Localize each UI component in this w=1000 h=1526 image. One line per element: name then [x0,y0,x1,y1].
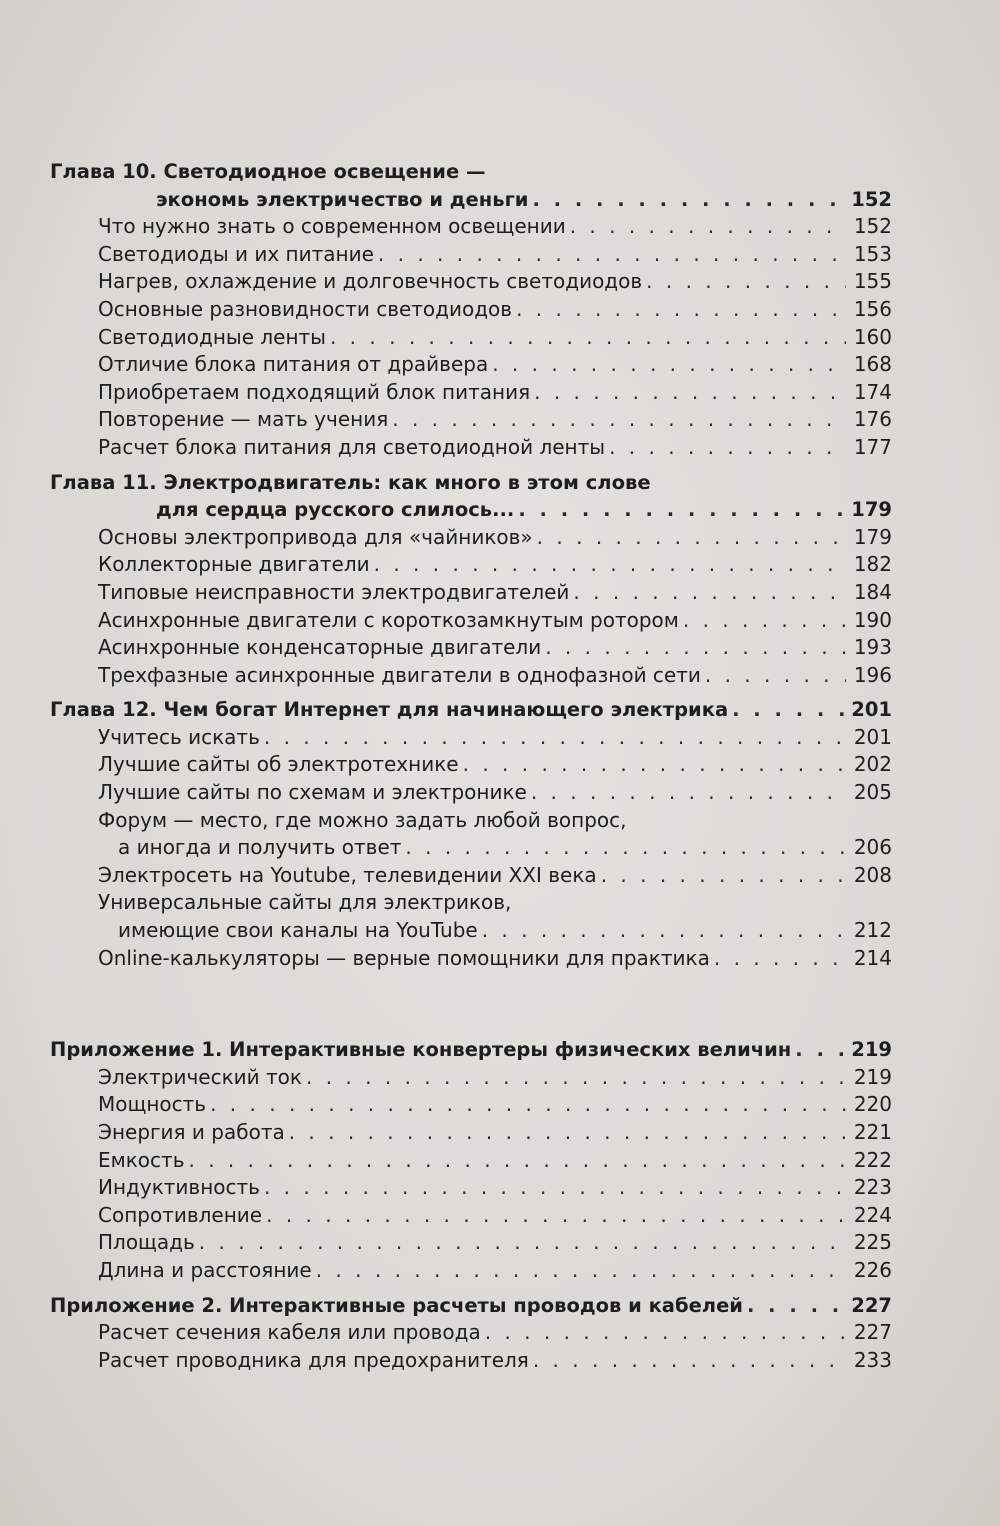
page-number: 225 [853,1230,892,1255]
dot-leader [570,213,846,241]
toc-entry [50,241,892,269]
dot-leader [518,496,845,524]
entry-title: Универсальные сайты для электриков, [98,890,512,915]
chapter-title-line2: экономь электричество и деньги [156,187,529,211]
toc-entry [50,406,892,434]
dot-leader [392,406,846,434]
dot-leader [747,1292,845,1320]
entry-title: Форум — место, где можно задать любой вопрос, [98,807,627,832]
entry-title: Индуктивность [98,1175,260,1200]
entry-title: Энергия и работа [98,1120,285,1144]
toc-entry [50,1347,892,1375]
chapter-heading [50,158,892,186]
entry-title: Трехфазные асинхронные двигатели в однофазной сети [98,662,701,687]
toc-entry [50,1174,892,1202]
toc-entry [50,862,892,890]
toc-entry [50,1319,892,1347]
toc-entry-line1 [50,807,892,835]
toc-entry [50,268,892,296]
toc-entry [50,551,892,579]
page-number: 219 [853,1064,892,1089]
appendix-title: Приложение 2. Интерактивные расчеты проводов и кабелей [50,1293,743,1317]
chapter-12 [50,696,892,972]
chapter-title-line2: для сердца русского слилось... [156,498,515,522]
entry-title: Электросеть на Youtube, телевидении XXI века [98,862,597,887]
entry-title: Лучшие сайты по схемам и электронике [98,780,527,805]
page-number: 152 [851,187,892,211]
page-number: 227 [853,1320,892,1345]
toc-entry [50,1229,892,1257]
page-number: 206 [853,835,892,860]
dot-leader [609,434,846,462]
dot-leader [714,945,846,973]
page-number: 168 [853,352,892,377]
dot-leader [378,241,846,269]
chapter-heading-line2 [50,186,892,214]
page-number: 214 [853,945,892,970]
dot-leader [264,724,846,752]
toc-entry [50,751,892,779]
dot-leader [601,862,846,890]
page-number: 153 [853,241,892,266]
toc-entry [50,1119,892,1147]
page-number: 179 [853,524,892,549]
appendix-heading [50,1292,892,1320]
dot-leader [463,751,846,779]
dot-leader [199,1229,846,1257]
page-number: 205 [853,780,892,805]
page-number: 196 [853,662,892,687]
appendix-title: Приложение 1. Интерактивные конвертеры физических величин [50,1038,792,1062]
entry-title: Длина и расстояние [98,1257,312,1282]
toc-entry [50,324,892,352]
entry-title: Светодиоды и их питание [98,241,374,266]
entry-title: Электрический ток [98,1064,302,1089]
page-number: 219 [851,1038,892,1062]
page-number: 227 [851,1293,892,1317]
entry-title: Мощность [98,1092,207,1117]
chapter-heading-line2 [50,496,892,524]
dot-leader [374,551,846,579]
dot-leader [732,696,845,724]
page-number: 160 [853,324,892,349]
chapter-title-line1: Глава 10. Светодиодное освещение — [50,160,486,183]
dot-leader [646,268,846,296]
dot-leader [210,1091,846,1119]
entry-title: Светодиодные ленты [98,324,326,349]
entry-title: Асинхронные конденсаторные двигатели [98,635,542,660]
page-number: 208 [853,862,892,887]
dot-leader [266,1202,846,1230]
dot-leader [683,607,846,635]
entry-title: Основные разновидности светодиодов [98,296,513,321]
toc-entry [50,917,892,945]
page-number: 212 [853,918,892,943]
page-number: 224 [853,1202,892,1227]
page-number: 176 [853,407,892,432]
dot-leader [516,296,846,324]
chapter-title: Глава 12. Чем богат Интернет для начинающего электрика [50,698,729,722]
toc-entry [50,662,892,690]
dot-leader [705,662,846,690]
toc-entry [50,634,892,662]
page-number: 174 [853,379,892,404]
dot-leader [545,634,846,662]
chapter-title-line1: Глава 11. Электродвигатель: как много в этом слове [50,470,651,494]
dot-leader [532,186,845,214]
toc-entry [50,724,892,752]
entry-title: Отличие блока питания от драйвера [98,352,489,377]
toc-entry [50,1257,892,1285]
toc-entry [50,434,892,462]
entry-title: Нагрев, охлаждение и долговечность светодиодов [98,269,643,294]
page-number: 152 [853,214,892,239]
entry-title: Емкость [98,1147,185,1172]
toc-entry [50,579,892,607]
page-number: 202 [853,752,892,777]
toc-entry [50,1202,892,1230]
page-number: 201 [853,724,892,749]
toc-entry [50,945,892,973]
entry-title: Повторение — мать учения [98,407,389,432]
entry-title: Приобретаем подходящий блок питания [98,379,531,404]
appendix-heading [50,1036,892,1064]
page-number: 220 [853,1092,892,1117]
page-number: 221 [853,1120,892,1144]
dot-leader [405,834,846,862]
chapter-heading [50,469,892,497]
entry-title: Типовые неисправности электродвигателей [98,579,570,604]
entry-title: Сопротивление [98,1202,263,1227]
entry-title-continued: имеющие свои каналы на YouTube [118,918,478,943]
dot-leader [188,1147,846,1175]
dot-leader [492,351,846,379]
entry-title-continued: а иногда и получить ответ [118,835,402,860]
page-number: 201 [851,698,892,722]
entry-title: Основы электропривода для «чайников» [98,524,533,549]
dot-leader [289,1119,846,1147]
toc-entry [50,524,892,552]
dot-leader [306,1064,846,1092]
dot-leader [534,379,846,407]
page-number: 190 [853,607,892,632]
table-of-contents [50,158,892,1374]
appendix-1 [50,1036,892,1284]
dot-leader [537,524,846,552]
toc-entry [50,213,892,241]
page-number: 177 [853,434,892,459]
entry-title: Коллекторные двигатели [98,552,370,577]
page-number: 155 [853,269,892,294]
page-number: 156 [853,296,892,321]
toc-entry [50,1064,892,1092]
toc-entry [50,779,892,807]
entry-title: Лучшие сайты об электротехнике [98,752,459,777]
dot-leader [573,579,846,607]
toc-entry [50,607,892,635]
toc-entry [50,296,892,324]
toc-entry-line1 [50,889,892,917]
entry-title: Расчет блока питания для светодиодной ленты [98,434,606,459]
entry-title: Online-калькуляторы — верные помощники для практика [98,945,710,970]
entry-title: Расчет проводника для предохранителя [98,1347,529,1372]
toc-entry [50,1147,892,1175]
dot-leader [316,1257,846,1285]
dot-leader [533,1347,846,1375]
page-number: 222 [853,1147,892,1172]
page-number: 179 [851,498,892,522]
dot-leader [482,917,846,945]
dot-leader [330,324,846,352]
toc-entry [50,351,892,379]
dot-leader [264,1174,846,1202]
toc-entry [50,1091,892,1119]
page-number: 233 [853,1347,892,1372]
page-number: 184 [853,579,892,604]
page-number: 193 [853,635,892,660]
entry-title: Площадь [98,1230,195,1255]
appendix-2 [50,1292,892,1375]
entry-title: Расчет сечения кабеля или провода [98,1320,481,1345]
toc-entry [50,379,892,407]
dot-leader [795,1036,845,1064]
entry-title: Что нужно знать о современном освещении [98,214,566,239]
toc-entry [50,834,892,862]
chapter-10 [50,158,892,462]
entry-title: Асинхронные двигатели с короткозамкнутым ротором [98,607,679,632]
dot-leader [485,1319,846,1347]
page-number: 226 [853,1257,892,1282]
dot-leader [531,779,846,807]
page-number: 182 [853,552,892,577]
entry-title: Учитесь искать [98,724,260,749]
chapter-11 [50,469,892,690]
page-number: 223 [853,1175,892,1200]
chapter-heading [50,696,892,724]
